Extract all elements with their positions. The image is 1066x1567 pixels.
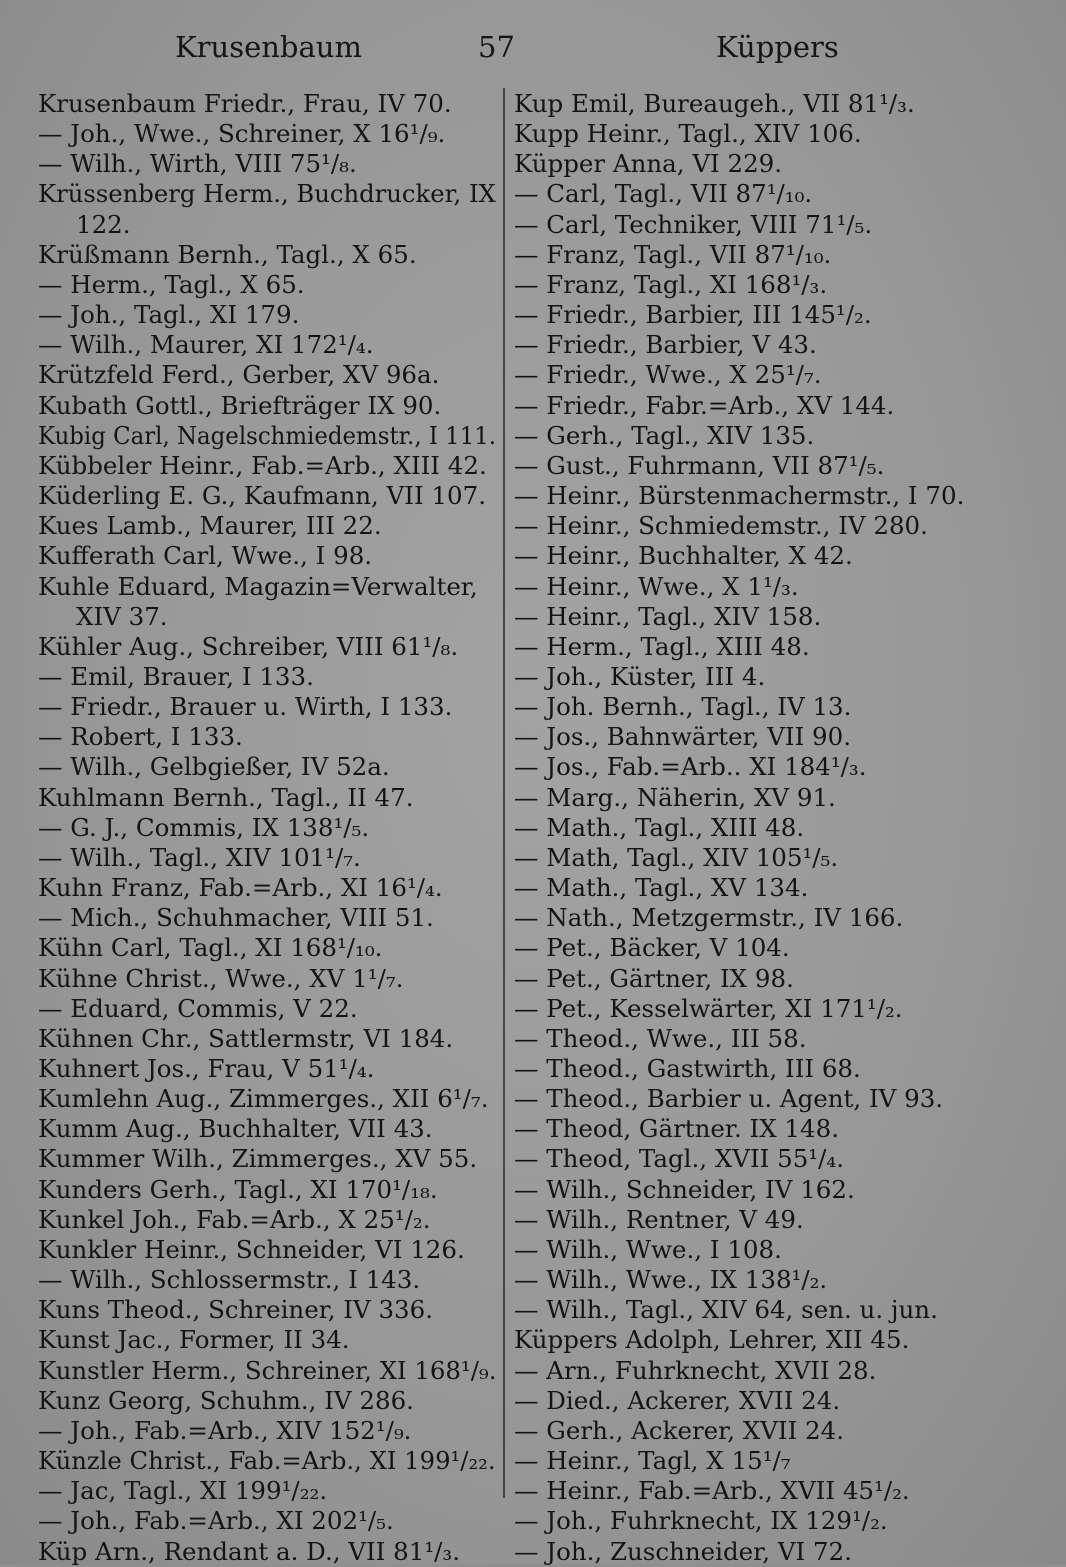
directory-entry: — Wilh., Schneider, IV 162. bbox=[514, 1174, 855, 1204]
directory-entry: — Joh. Bernh., Tagl., IV 13. bbox=[514, 692, 852, 722]
directory-entry: — Friedr., Fabr.=Arb., XV 144. bbox=[514, 390, 895, 420]
directory-entry: — Friedr., Brauer u. Wirth, I 133. bbox=[38, 692, 453, 722]
directory-entry: — Carl, Techniker, VIII 71¹/₅. bbox=[514, 209, 873, 239]
header-right-catchword: Küppers bbox=[716, 30, 839, 64]
directory-entry: Kunst Jac., Former, II 34. bbox=[38, 1325, 350, 1355]
directory-entry: — Jac, Tagl., XI 199¹/₂₂. bbox=[38, 1476, 328, 1506]
directory-entry: Küp Arn., Rendant a. D., VII 81¹/₃. bbox=[38, 1536, 461, 1566]
directory-entry: — Heinr., Wwe., X 1¹/₃. bbox=[514, 571, 799, 601]
directory-entry: Kubig Carl, Nagelschmiedemstr., I 111. bbox=[38, 420, 497, 450]
directory-entry: Kunstler Herm., Schreiner, XI 168¹/₉. bbox=[38, 1355, 497, 1385]
directory-entry: — Herm., Tagl., X 65. bbox=[38, 269, 305, 299]
page-number: 57 bbox=[478, 30, 515, 64]
directory-entry: — Theod, Tagl., XVII 55¹/₄. bbox=[514, 1144, 844, 1174]
directory-entry: — Carl, Tagl., VII 87¹/₁₀. bbox=[514, 179, 813, 209]
directory-entry: — Theod, Gärtner. IX 148. bbox=[514, 1114, 839, 1144]
directory-entry: — Theod., Gastwirth, III 68. bbox=[514, 1054, 861, 1083]
directory-entry: Kues Lamb., Maurer, III 22. bbox=[38, 511, 382, 541]
directory-entry: — Nath., Metzgermstr., IV 166. bbox=[514, 903, 904, 933]
directory-entry: — Wilh., Tagl., XIV 64, sen. u. jun. bbox=[514, 1295, 938, 1325]
directory-entry: — Friedr., Barbier, V 43. bbox=[514, 330, 817, 360]
directory-entry: — Wilh., Tagl., XIV 101¹/₇. bbox=[38, 842, 361, 872]
directory-entry: Kumm Aug., Buchhalter, VII 43. bbox=[38, 1114, 433, 1144]
directory-entry: — Heinr., Schmiedemstr., IV 280. bbox=[514, 511, 928, 541]
directory-entry: Kübbeler Heinr., Fab.=Arb., XIII 42. bbox=[38, 450, 487, 480]
directory-entry: Krusenbaum Friedr., Frau, IV 70. bbox=[38, 89, 452, 118]
directory-entry: — Pet., Bäcker, V 104. bbox=[514, 933, 790, 963]
directory-entry: Küppers Adolph, Lehrer, XII 45. bbox=[514, 1325, 910, 1355]
directory-entry: — Joh., Fab.=Arb., XI 202¹/₅. bbox=[38, 1506, 394, 1536]
directory-entry: — Heinr., Tagl., XIV 158. bbox=[514, 601, 822, 631]
directory-entry: Kuhlmann Bernh., Tagl., II 47. bbox=[38, 782, 414, 812]
directory-entry: — Franz, Tagl., XI 168¹/₃. bbox=[514, 269, 828, 299]
right-column bbox=[514, 89, 1039, 1566]
directory-entry: — Arn., Fuhrknecht, XVII 28. bbox=[514, 1355, 877, 1385]
directory-entry: Kühn Carl, Tagl., XI 168¹/₁₀. bbox=[38, 933, 383, 963]
directory-entry: — Franz, Tagl., VII 87¹/₁₀. bbox=[514, 239, 832, 269]
directory-entry: — Pet., Gärtner, IX 98. bbox=[514, 963, 794, 993]
directory-entry: Kummer Wilh., Zimmerges., XV 55. bbox=[38, 1144, 478, 1174]
directory-entry: — Friedr., Barbier, III 145¹/₂. bbox=[514, 300, 872, 330]
entry-continuation-line: 122. bbox=[76, 209, 131, 239]
directory-entry: — Heinr., Buchhalter, X 42. bbox=[514, 541, 853, 571]
directory-entry: Küpper Anna, VI 229. bbox=[514, 149, 783, 179]
directory-entry: — Theod., Barbier u. Agent, IV 93. bbox=[514, 1084, 944, 1114]
directory-entry: Kupp Heinr., Tagl., XIV 106. bbox=[514, 119, 862, 149]
directory-entry: — G. J., Commis, IX 138¹/₅. bbox=[38, 812, 370, 842]
directory-entry: — Joh., Wwe., Schreiner, X 16¹/₉. bbox=[38, 119, 446, 149]
directory-entry: — Wilh., Schlossermstr., I 143. bbox=[38, 1265, 421, 1295]
directory-entry: Kühne Christ., Wwe., XV 1¹/₇. bbox=[38, 963, 404, 993]
directory-entry: — Heinr., Tagl, X 15¹/₇ bbox=[514, 1446, 791, 1476]
directory-entry: — Math., Tagl., XIII 48. bbox=[514, 812, 805, 842]
directory-entry: — Wilh., Maurer, XI 172¹/₄. bbox=[38, 330, 374, 360]
directory-entry: — Jos., Fab.=Arb.. XI 184¹/₃. bbox=[514, 752, 867, 782]
directory-entry: — Gerh., Ackerer, XVII 24. bbox=[514, 1415, 845, 1445]
directory-entry: — Wilh., Wwe., IX 138¹/₂. bbox=[514, 1265, 828, 1295]
directory-entry: Kühler Aug., Schreiber, VIII 61¹/₈. bbox=[38, 631, 459, 661]
left-column bbox=[38, 89, 497, 1566]
directory-entry: — Marg., Näherin, XV 91. bbox=[514, 782, 836, 812]
directory-entry: Kuns Theod., Schreiner, IV 336. bbox=[38, 1295, 434, 1325]
directory-entry: — Wilh., Wwe., I 108. bbox=[514, 1234, 782, 1264]
directory-entry: — Joh., Zuschneider, VI 72. bbox=[514, 1536, 852, 1566]
directory-entry: — Math, Tagl., XIV 105¹/₅. bbox=[514, 842, 839, 872]
directory-entry: — Wilh., Rentner, V 49. bbox=[514, 1204, 804, 1234]
directory-entry: Kuhnert Jos., Frau, V 51¹/₄. bbox=[38, 1054, 375, 1083]
directory-entry: Kuhn Franz, Fab.=Arb., XI 16¹/₄. bbox=[38, 873, 443, 903]
directory-entry: — Theod., Wwe., III 58. bbox=[514, 1023, 807, 1053]
directory-entry: — Wilh., Gelbgießer, IV 52a. bbox=[38, 752, 390, 782]
directory-entry: — Friedr., Wwe., X 25¹/₇. bbox=[514, 360, 822, 390]
directory-entry: Kubath Gottl., Briefträger IX 90. bbox=[38, 390, 442, 420]
directory-entry: — Robert, I 133. bbox=[38, 722, 243, 752]
directory-entry: — Heinr., Fab.=Arb., XVII 45¹/₂. bbox=[514, 1476, 910, 1506]
directory-entry: Kunz Georg, Schuhm., IV 286. bbox=[38, 1385, 414, 1415]
directory-entry: Kumlehn Aug., Zimmerges., XII 6¹/₇. bbox=[38, 1084, 489, 1114]
directory-entry: Kufferath Carl, Wwe., I 98. bbox=[38, 541, 373, 571]
directory-entry: — Herm., Tagl., XIII 48. bbox=[514, 631, 810, 661]
directory-entry: Kup Emil, Bureaugeh., VII 81¹/₃. bbox=[514, 89, 915, 118]
directory-entry: — Heinr., Bürstenmachermstr., I 70. bbox=[514, 481, 965, 511]
directory-entry: Krützfeld Ferd., Gerber, XV 96a. bbox=[38, 360, 440, 390]
directory-entry: — Gerh., Tagl., XIV 135. bbox=[514, 420, 815, 450]
directory-entry: — Joh., Fuhrknecht, IX 129¹/₂. bbox=[514, 1506, 888, 1536]
directory-entry: Küderling E. G., Kaufmann, VII 107. bbox=[38, 481, 486, 511]
directory-entry: — Math., Tagl., XV 134. bbox=[514, 873, 809, 903]
directory-entry: — Gust., Fuhrmann, VII 87¹/₅. bbox=[514, 450, 885, 480]
directory-entry: Kunkler Heinr., Schneider, VI 126. bbox=[38, 1234, 465, 1264]
directory-entry: Kunkel Joh., Fab.=Arb., X 25¹/₂. bbox=[38, 1204, 431, 1234]
column-divider bbox=[503, 88, 505, 1498]
directory-entry: Krüssenberg Herm., Buchdrucker, IX bbox=[38, 179, 496, 209]
directory-entry: — Wilh., Wirth, VIII 75¹/₈. bbox=[38, 149, 357, 179]
directory-entry: Kuhle Eduard, Magazin=Verwalter, bbox=[38, 571, 478, 601]
directory-entry: Kühnen Chr., Sattlermstr, VI 184. bbox=[38, 1023, 454, 1053]
header-left-catchword: Krusenbaum bbox=[175, 30, 362, 64]
directory-entry: — Joh., Küster, III 4. bbox=[514, 661, 766, 691]
directory-entry: Krüßmann Bernh., Tagl., X 65. bbox=[38, 239, 417, 269]
directory-entry: — Eduard, Commis, V 22. bbox=[38, 993, 358, 1023]
running-header bbox=[0, 30, 1066, 70]
directory-entry: — Emil, Brauer, I 133. bbox=[38, 661, 314, 691]
directory-entry: Künzle Christ., Fab.=Arb., XI 199¹/₂₂. bbox=[38, 1446, 496, 1476]
directory-entry: Kunders Gerh., Tagl., XI 170¹/₁₈. bbox=[38, 1174, 438, 1204]
directory-entry: — Joh., Tagl., XI 179. bbox=[38, 300, 300, 330]
directory-entry: — Pet., Kesselwärter, XI 171¹/₂. bbox=[514, 993, 903, 1023]
entry-continuation-line: XIV 37. bbox=[76, 601, 168, 631]
directory-entry: — Jos., Bahnwärter, VII 90. bbox=[514, 722, 851, 752]
directory-entry: — Joh., Fab.=Arb., XIV 152¹/₉. bbox=[38, 1415, 412, 1445]
directory-entry: — Died., Ackerer, XVII 24. bbox=[514, 1385, 841, 1415]
directory-entry: — Mich., Schuhmacher, VIII 51. bbox=[38, 903, 434, 933]
